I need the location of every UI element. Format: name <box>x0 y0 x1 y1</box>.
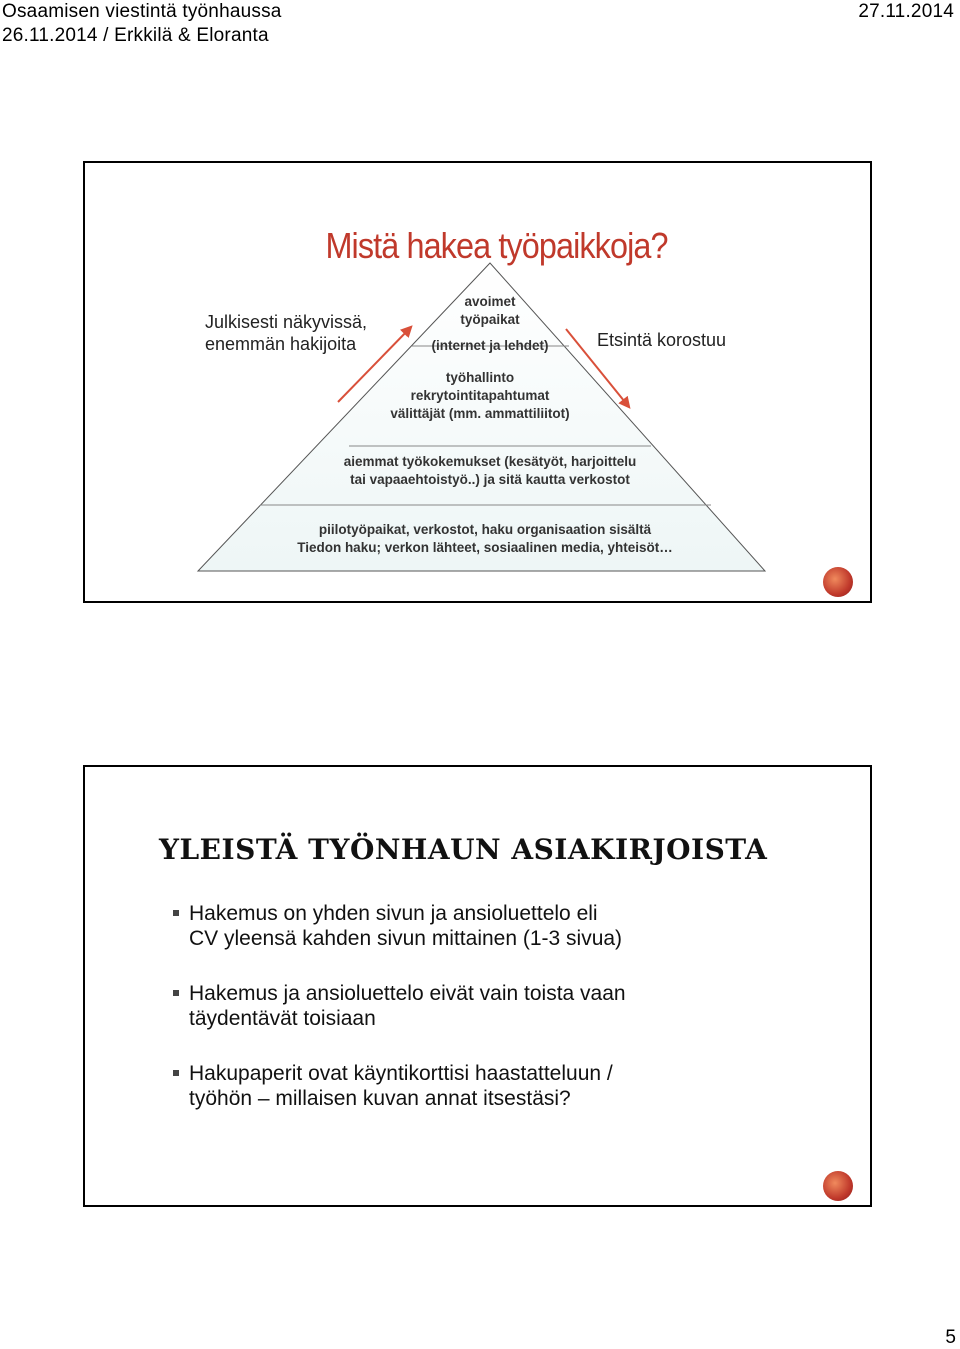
search-emphasis-label: Etsintä korostuu <box>597 330 727 350</box>
logo-icon <box>823 1171 853 1201</box>
slide-title: YLEISTÄ TYÖNHAUN ASIAKIRJOISTA <box>159 833 768 866</box>
bullet-list <box>165 901 805 1141</box>
list-item: Hakemus ja ansioluettelo eivät vain toista vaan täydentävät toisiaan <box>165 981 805 1031</box>
bullet-square-icon <box>173 910 179 916</box>
document-header-subtitle: 26.11.2014 / Erkkilä & Eloranta <box>2 25 269 46</box>
slide-title: Mistä hakea työpaikkoja? <box>325 225 668 266</box>
bullet-square-icon <box>173 1070 179 1076</box>
pyramid-level-2-text: työhallinto rekrytointitapahtumat välittäjät (mm. ammattiliitot) <box>390 370 570 421</box>
document-header-date: 27.11.2014 <box>858 1 954 22</box>
public-visibility-label: Julkisesti näkyvissä, enemmän hakijoita <box>205 312 368 354</box>
page-number: 5 <box>945 1327 956 1348</box>
pyramid-level-4-text: piilotyöpaikat, verkostot, haku organisaation sisältä Tiedon haku; verkon lähteet, sosiaalinen media, yhteisöt… <box>297 522 673 555</box>
slide-application-documents <box>83 765 872 1207</box>
pyramid-level-1-text: avoimet työpaikat (internet ja lehdet) <box>431 294 549 353</box>
list-item: Hakupaperit ovat käyntikorttisi haastatteluun / työhön – millaisen kuvan annat itsestäsi? <box>165 1061 805 1111</box>
list-item: Hakemus on yhden sivun ja ansioluettelo eli CV yleensä kahden sivun mittainen (1-3 sivua) <box>165 901 805 951</box>
bullet-square-icon <box>173 990 179 996</box>
slide-job-search-pyramid <box>83 161 872 603</box>
pyramid-level-3-text: aiemmat työkokemukset (kesätyöt, harjoittelu tai vapaaehtoistyö..) ja sitä kautta verkostot <box>343 454 637 487</box>
document-header-title: Osaamisen viestintä työnhaussa <box>2 1 282 22</box>
logo-icon <box>823 567 853 597</box>
